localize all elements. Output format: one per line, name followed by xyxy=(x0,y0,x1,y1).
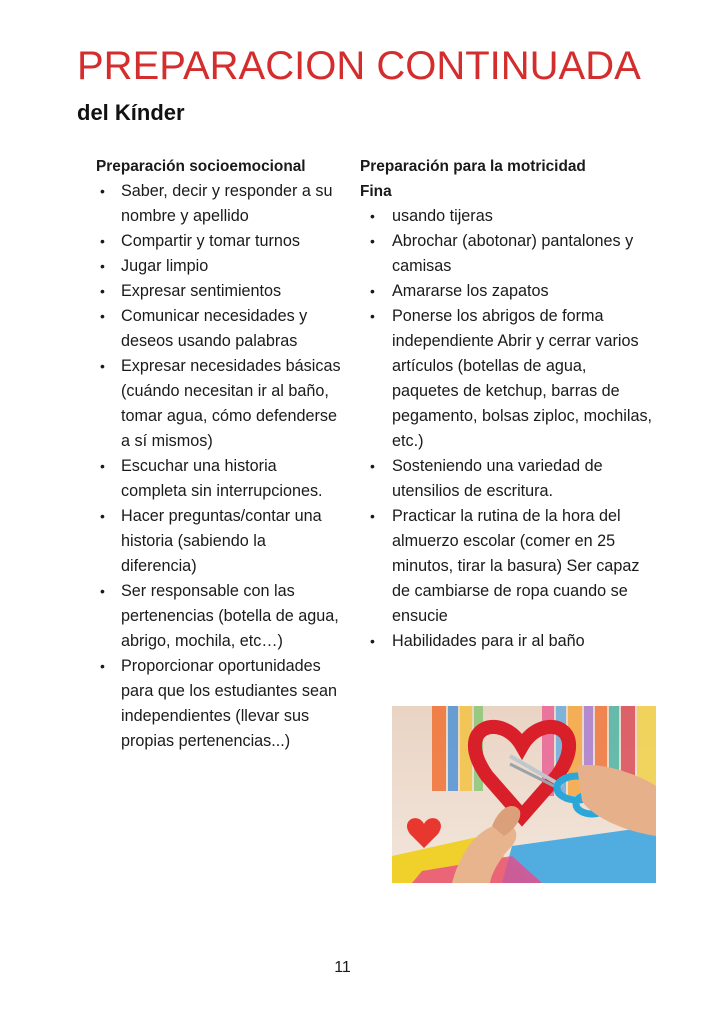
bullet-icon: • xyxy=(100,183,105,199)
socioemotional-column xyxy=(96,154,344,754)
bullet-icon: • xyxy=(370,308,375,324)
child-cutting-heart-photo xyxy=(392,706,656,883)
fine-motor-list xyxy=(360,204,655,654)
socioemotional-list xyxy=(96,179,344,754)
bullet-icon: • xyxy=(100,258,105,274)
list-item: • Sosteniendo una variedad de utensilios de escritura. xyxy=(360,454,655,504)
bullet-icon: • xyxy=(370,508,375,524)
socioemotional-heading: Preparación socioemocional xyxy=(96,158,306,175)
list-item: • Jugar limpio xyxy=(96,254,344,279)
bullet-icon: • xyxy=(370,458,375,474)
page-subtitle: del Kínder xyxy=(77,100,185,125)
bullet-icon: • xyxy=(100,233,105,249)
list-item: • Saber, decir y responder a su nombre y apellido xyxy=(96,179,344,229)
page-title: PREPARACION CONTINUADA xyxy=(77,44,641,88)
fine-motor-heading: Preparación para la motricidad Fina xyxy=(360,158,586,200)
bullet-icon: • xyxy=(370,208,375,224)
bullet-icon: • xyxy=(100,583,105,599)
list-item: • Abrochar (abotonar) pantalones y camisas xyxy=(360,229,655,279)
list-item: • Ponerse los abrigos de forma independiente Abrir y cerrar varios artículos (botellas de agua, paquetes de ketchup, barras de pegamento, bolsas ziploc, mochilas, etc.) xyxy=(360,304,655,454)
bullet-icon: • xyxy=(100,308,105,324)
list-item: • Amararse los zapatos xyxy=(360,279,655,304)
list-item: • Compartir y tomar turnos xyxy=(96,229,344,254)
list-item: • usando tijeras xyxy=(360,204,655,229)
bullet-icon: • xyxy=(100,658,105,674)
list-item: • Hacer preguntas/contar una historia (sabiendo la diferencia) xyxy=(96,504,344,579)
bullet-icon: • xyxy=(100,358,105,374)
fine-motor-column xyxy=(360,154,655,654)
photo-illustration xyxy=(392,706,656,883)
list-item: • Proporcionar oportunidades para que los estudiantes sean independientes (llevar sus propias pertenencias...) xyxy=(96,654,344,754)
bullet-icon: • xyxy=(100,508,105,524)
bullet-icon: • xyxy=(100,458,105,474)
page-number: 11 xyxy=(334,959,351,976)
list-item: • Habilidades para ir al baño xyxy=(360,629,655,654)
list-item: • Expresar sentimientos xyxy=(96,279,344,304)
list-item: • Ser responsable con las pertenencias (botella de agua, abrigo, mochila, etc…) xyxy=(96,579,344,654)
list-item: • Comunicar necesidades y deseos usando palabras xyxy=(96,304,344,354)
bullet-icon: • xyxy=(100,283,105,299)
list-item: • Escuchar una historia completa sin interrupciones. xyxy=(96,454,344,504)
bullet-icon: • xyxy=(370,283,375,299)
bullet-icon: • xyxy=(370,633,375,649)
list-item: • Practicar la rutina de la hora del almuerzo escolar (comer en 25 minutos, tirar la basura) Ser capaz de cambiarse de ropa cuando se ensucie xyxy=(360,504,655,629)
bullet-icon: • xyxy=(370,233,375,249)
list-item: • Expresar necesidades básicas (cuándo necesitan ir al baño, tomar agua, cómo defenderse a sí mismos) xyxy=(96,354,344,454)
